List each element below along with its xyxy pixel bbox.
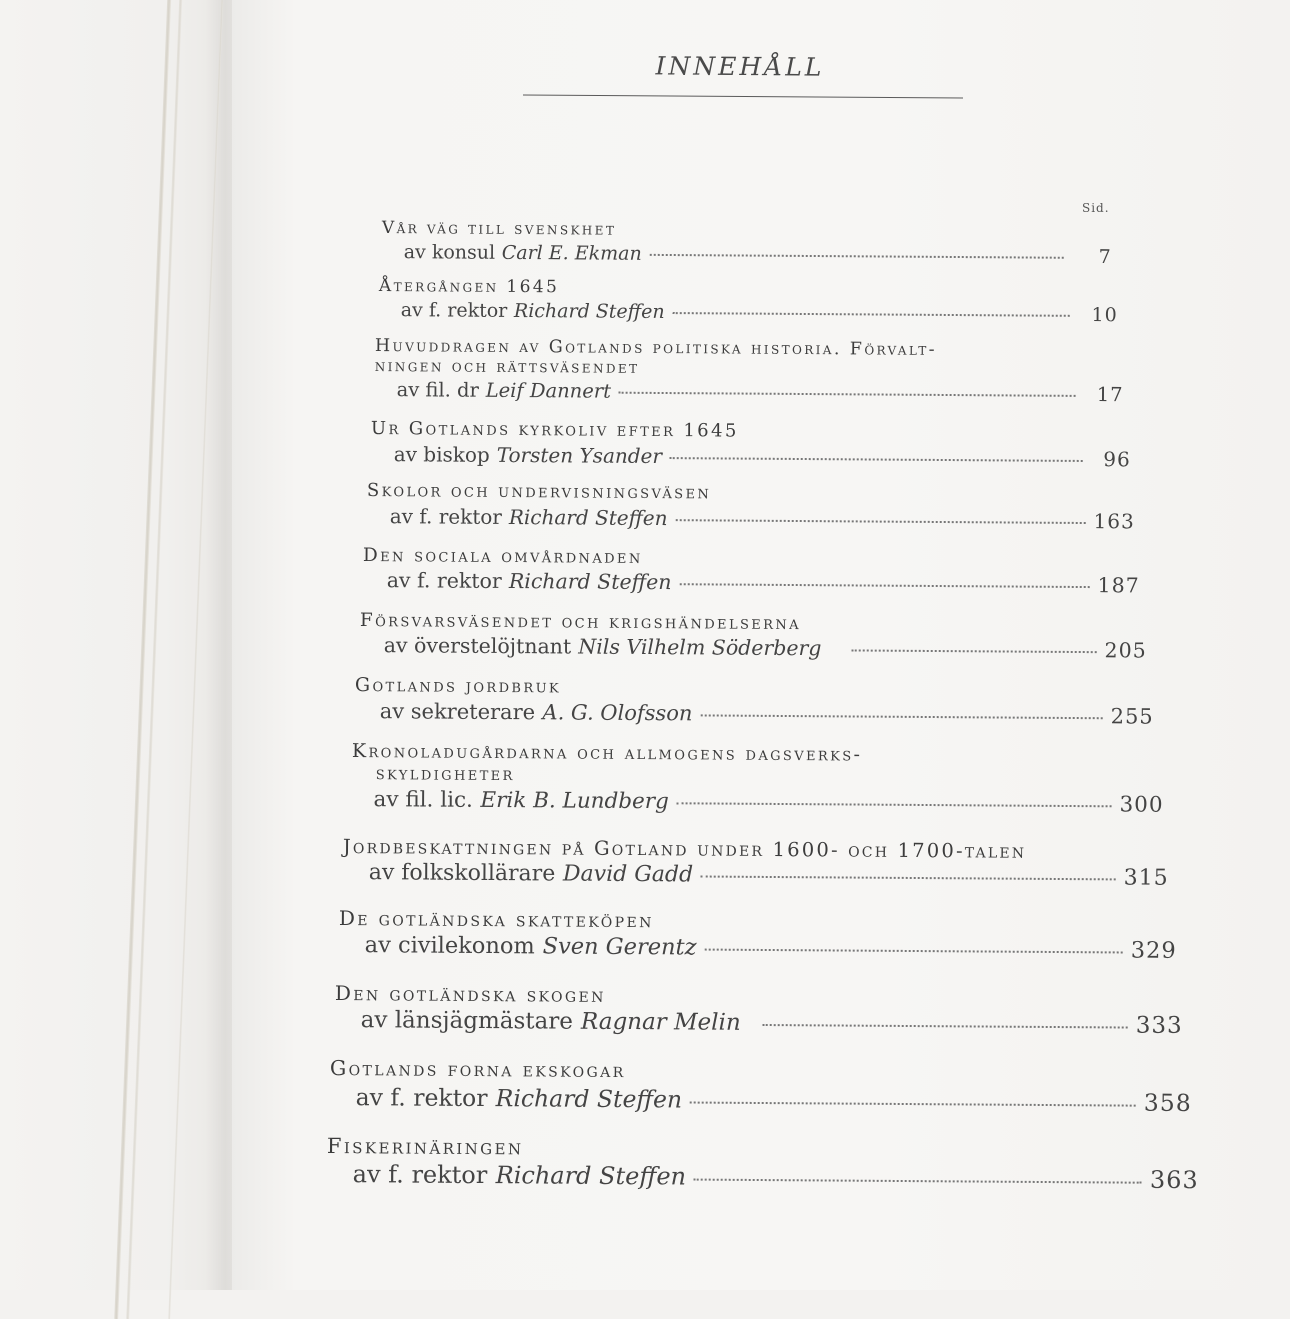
entry-byline: av f. rektor Richard Steffen 10 [400,298,1118,326]
toc-entry[interactable] [339,907,1177,964]
dot-leader [704,949,1122,954]
toc-entry[interactable] [379,277,1118,326]
author-name: Torsten Ysander [496,442,663,468]
author-name: Leif Dannert [485,379,612,403]
entry-byline: av biskop Torsten Ysander 96 [393,441,1131,471]
entry-byline: av länsjägmästare Ragnar Melin 333 [360,1007,1183,1039]
entry-byline: av överstelöjtnant Nils Vilhelm Söderberg 205 [383,633,1147,663]
page-number: 358 [1143,1088,1192,1117]
entry-heading: Skolor och undervisningsväsen [366,480,712,504]
page-number: 96 [1103,446,1131,471]
entry-heading: Återgången 1645 [378,276,560,298]
dot-leader [679,583,1089,588]
page-title: INNEHÅLL [655,51,825,82]
entry-heading: De gotländska skatteköpen [338,906,654,933]
dot-leader [763,1024,1128,1029]
entry-byline: av folkskollärare David Gadd 315 [368,860,1169,892]
author-name: Sven Gerentz [542,933,697,961]
author-name: David Gadd [562,861,694,888]
toc-entry[interactable] [382,219,1112,268]
page-number: 363 [1149,1165,1199,1195]
entry-heading: Huvuddragen av Gotlands politiska historia. Förvalt- ningen och rättsväsendet [374,336,938,378]
page-number: 17 [1096,383,1124,407]
page-number: 205 [1104,638,1147,663]
entry-heading: Kronoladugårdarna och allmogens dagsverks- skyldigheter [351,740,863,785]
author-name: Carl E. Ekman [501,241,642,265]
toc-entry[interactable] [352,741,1164,817]
entry-heading: Fiskerinäringen [326,1134,524,1160]
toc-entry[interactable] [371,419,1131,471]
dot-leader [673,312,1070,317]
author-name: Richard Steffen [513,299,665,323]
entry-byline: av konsul Carl E. Ekman 7 [403,240,1112,268]
toc-entry[interactable] [375,336,1124,406]
toc-entry[interactable] [360,610,1147,663]
dot-leader [619,392,1076,397]
author-name: Erik B. Lundberg [480,787,669,814]
author-name: Richard Steffen [495,1161,687,1191]
entry-heading: Försvarsväsendet och krigshändelserna [359,610,802,635]
toc-entry[interactable] [355,675,1154,728]
dot-leader [690,1101,1136,1106]
entry-heading: Gotlands jordbruk [354,674,562,698]
page-number: 300 [1119,792,1164,818]
page-number: 10 [1091,303,1118,326]
author-name: A. G. Olofsson [542,700,693,726]
entry-heading: Den gotländska skogen [334,981,606,1007]
toc-entry[interactable] [367,481,1135,533]
entry-heading: Ur Gotlands kyrkoliv efter 1645 [370,418,739,442]
dot-leader [700,714,1102,719]
dot-leader [694,1179,1142,1184]
entry-byline: av f. rektor Richard Steffen 363 [352,1160,1199,1195]
dot-leader [650,253,1064,258]
entry-byline: av fil. lic. Erik B. Lundberg 300 [373,786,1164,818]
dot-leader [851,650,1096,654]
toc-entry[interactable] [327,1134,1199,1194]
author-name: Nils Vilhelm Söderberg [578,634,822,661]
entry-byline: av fil. dr Leif Dannert 17 [396,378,1124,407]
page-number: 255 [1110,704,1154,729]
entry-byline: av f. rektor Richard Steffen 358 [355,1082,1192,1117]
entry-byline: av civilekonom Sven Gerentz 329 [364,932,1177,964]
page-column-label: Sid. [1082,201,1110,215]
dot-leader [670,457,1083,462]
page-number: 333 [1135,1012,1183,1039]
toc-entry[interactable] [335,982,1183,1039]
entry-byline: av f. rektor Richard Steffen 163 [389,503,1135,534]
entry-heading: Den sociala omvårdnaden [362,545,643,568]
author-name: Richard Steffen [508,569,672,595]
entry-heading: Jordbeskattningen på Gotland under 1600- och 1700-talen [342,835,1027,863]
dot-leader [701,876,1116,881]
author-name: Richard Steffen [508,504,668,530]
dot-leader [676,519,1086,524]
page-number: 187 [1097,573,1140,598]
page-number: 315 [1123,865,1169,892]
page-number: 163 [1093,508,1135,534]
entry-heading: Gotlands forna ekskogar [329,1056,626,1083]
entry-byline: av sekreterare A. G. Olofsson 255 [379,699,1154,729]
left-page [0,0,235,1290]
toc-entry[interactable] [343,836,1169,891]
author-name: Ragnar Melin [580,1008,741,1036]
entry-byline: av f. rektor Richard Steffen 187 [386,568,1140,598]
page-number: 7 [1098,245,1112,268]
toc-entry[interactable] [330,1057,1192,1117]
dot-leader [677,802,1112,807]
entry-heading: Vår väg till svenskhet [381,218,617,240]
toc-entry[interactable] [363,545,1140,598]
page-number: 329 [1130,937,1177,964]
author-name: Richard Steffen [495,1083,683,1114]
